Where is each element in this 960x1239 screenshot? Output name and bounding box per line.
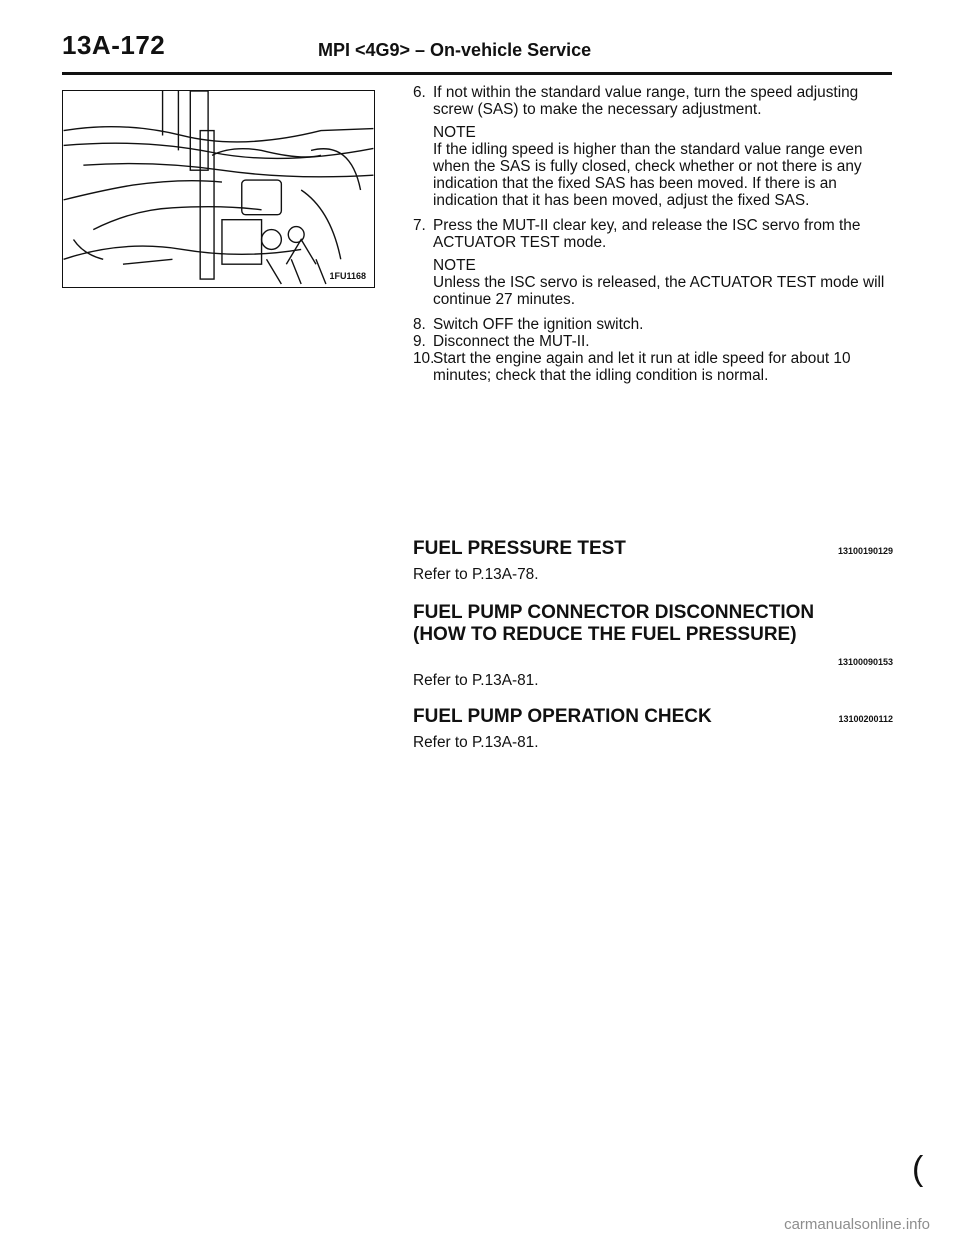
step-10 <box>413 350 893 384</box>
section-fuel-pump-operation <box>413 706 893 752</box>
step-8 <box>413 316 893 333</box>
step-text: Disconnect the MUT-II. <box>433 333 590 350</box>
page-number: 13A-172 <box>62 30 166 60</box>
step-text: If not within the standard value range, turn the speed adjusting screw (SAS) to make the necessary adjustment. <box>433 84 859 118</box>
margin-mark: ( <box>912 1150 924 1188</box>
note-label: NOTE <box>433 124 476 141</box>
step-number: 10. <box>413 350 435 367</box>
section-reference: Refer to P.13A-81. <box>413 734 539 751</box>
section-reference: Refer to P.13A-81. <box>413 672 539 689</box>
step-number: 8. <box>413 316 426 333</box>
section-code: 13100190129 <box>837 546 893 556</box>
note-label: NOTE <box>433 257 476 274</box>
section-code: 13100200112 <box>838 714 893 724</box>
step-6 <box>413 84 893 209</box>
section-title: FUEL PUMP OPERATION CHECK <box>413 706 712 727</box>
procedure-steps <box>413 84 893 392</box>
note-text: If the idling speed is higher than the standard value range even when the SAS is fully closed, check whether or not there is any indication that the fixed SAS has been moved. If there is an indication that it has been moved, adjust the fixed SAS. <box>433 141 863 209</box>
header-rule <box>62 72 892 75</box>
footer-watermark[interactable]: carmanualsonline.info <box>784 1216 930 1233</box>
page-title: MPI <4G9> – On-vehicle Service <box>318 40 592 60</box>
step-9 <box>413 333 893 350</box>
step-number: 7. <box>413 217 426 234</box>
step-number: 6. <box>413 84 426 101</box>
step-7 <box>413 217 893 308</box>
section-code: 13100090153 <box>837 657 893 667</box>
section-reference: Refer to P.13A-78. <box>413 566 539 583</box>
step-number: 9. <box>413 333 426 350</box>
section-fuel-pump-connector <box>413 602 893 690</box>
step-text: Press the MUT-II clear key, and release the ISC servo from the ACTUATOR TEST mode. <box>433 217 861 251</box>
note-text: Unless the ISC servo is released, the ACTUATOR TEST mode will continue 27 minutes. <box>433 274 885 308</box>
step-text: Start the engine again and let it run at idle speed for about 10 minutes; check that the idling condition is normal. <box>433 350 851 384</box>
engine-illustration <box>62 90 375 288</box>
figure-label: 1FU1168 <box>329 271 366 281</box>
section-title: FUEL PRESSURE TEST <box>413 538 626 559</box>
step-text: Switch OFF the ignition switch. <box>433 316 644 333</box>
section-title: FUEL PUMP CONNECTOR DISCONNECTION (HOW TO REDUCE THE FUEL PRESSURE) <box>413 602 815 645</box>
engine-drawing-icon <box>63 91 374 287</box>
section-fuel-pressure-test <box>413 538 893 584</box>
